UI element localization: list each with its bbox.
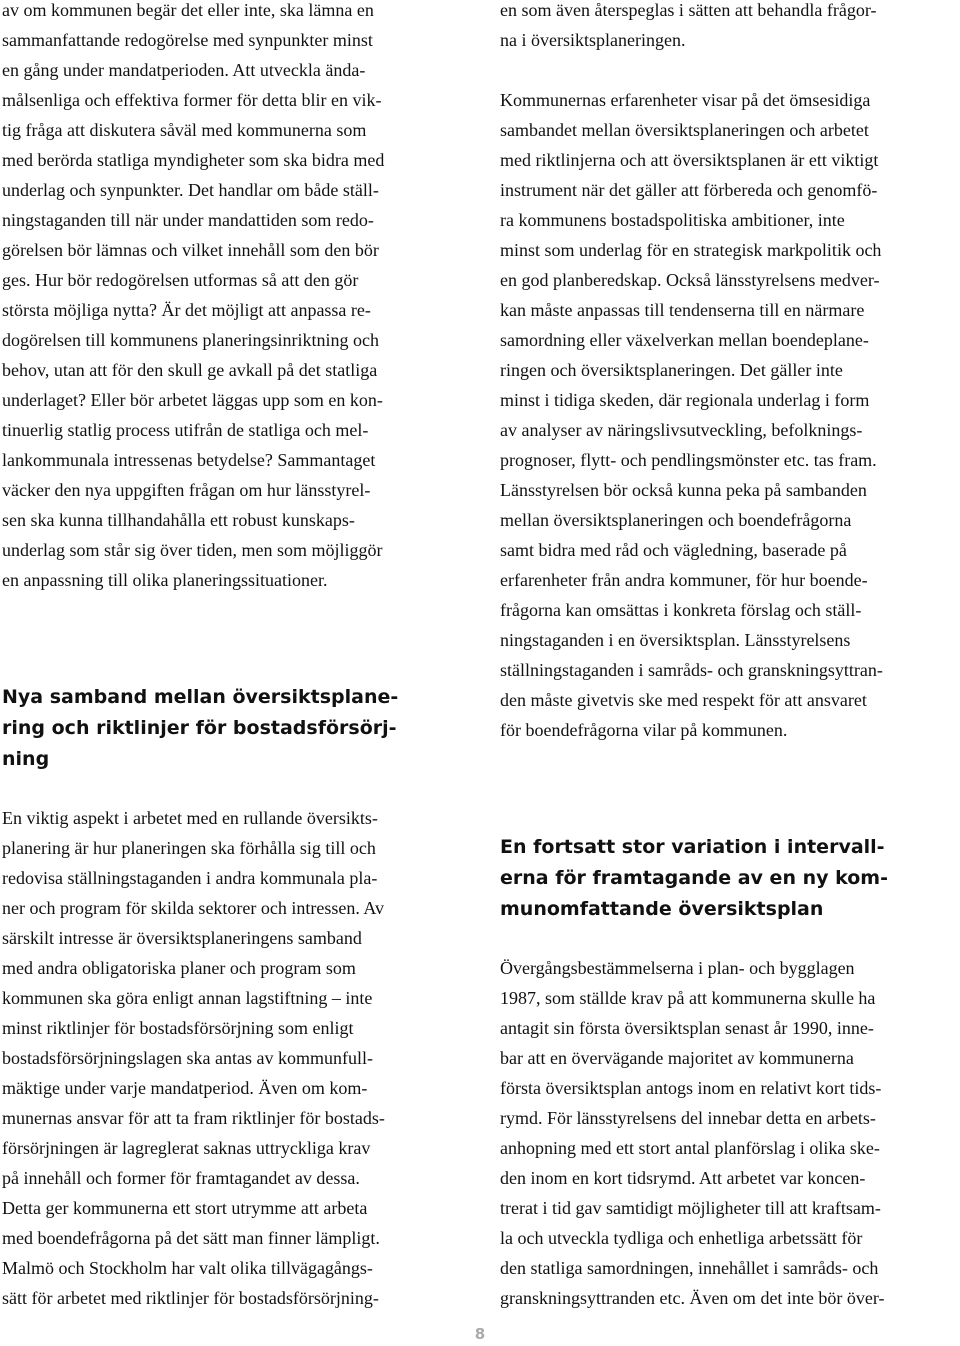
text-line: en gång under mandatperioden. Att utveckla ända-: [2, 60, 366, 80]
text-line: tinuerlig statlig process utifrån de statliga och mel-: [2, 420, 369, 440]
text-line: ningstaganden till när under mandattiden som redo-: [2, 210, 374, 230]
heading-line: munomfattande översiktsplan: [500, 898, 824, 920]
text-line: bostadsförsörjningslagen ska antas av kommunfull-: [2, 1048, 373, 1068]
text-line: Detta ger kommunerna ett stort utrymme att arbeta: [2, 1198, 368, 1218]
text-line: prognoser, flytt- och pendlingsmönster etc. tas fram.: [500, 450, 877, 470]
text-line: målsenliga och effektiva former för detta blir en vik-: [2, 90, 382, 110]
text-line: 1987, som ställde krav på att kommunerna skulle ha: [500, 988, 876, 1008]
text-line: med riktlinjerna och att översiktsplanen är ett viktigt: [500, 150, 879, 170]
text-line: väcker den nya uppgiften frågan om hur länsstyrel-: [2, 480, 371, 500]
text-line: kommunen ska göra enligt annan lagstiftning – inte: [2, 988, 373, 1008]
text-line: rymd. För länsstyrelsens del innebar detta en arbets-: [500, 1108, 876, 1128]
text-line: en som även återspeglas i sätten att behandla frågor-: [500, 0, 877, 20]
text-line: bar att en övervägande majoritet av kommunerna: [500, 1048, 854, 1068]
text-line: ställningstaganden i samråds- och granskningsyttran-: [500, 660, 883, 680]
text-line: samt bidra med råd och vägledning, baserade på: [500, 540, 847, 560]
text-line: med berörda statliga myndigheter som ska bidra med: [2, 150, 385, 170]
text-line: redovisa ställningstaganden i andra kommunala pla-: [2, 868, 378, 888]
text-line: la och utveckla tydliga och enhetliga arbetssätt för: [500, 1228, 863, 1248]
heading-line: En fortsatt stor variation i intervall-: [500, 836, 885, 858]
text-line: sätt för arbetet med riktlinjer för bostadsförsörjning-: [2, 1288, 379, 1308]
left-text-block-2: [2, 803, 464, 1313]
page-number: 8: [474, 1325, 486, 1343]
text-line: Kommunernas erfarenheter visar på det ömsesidiga: [500, 90, 871, 110]
text-line: första översiktsplan antogs inom en relativt kort tids-: [500, 1078, 882, 1098]
text-line: antagit sin första översiktsplan senast år 1990, inne-: [500, 1018, 874, 1038]
text-line: den måste givetvis ske med respekt för att ansvaret: [500, 690, 867, 710]
text-line: munernas ansvar för att ta fram riktlinjer för bostads-: [2, 1108, 385, 1128]
text-line: trerat i tid gav samtidigt möjligheter till att kraftsam-: [500, 1198, 881, 1218]
right-text-block-1: [500, 0, 960, 745]
text-line: för boendefrågorna vilar på kommunen.: [500, 720, 788, 740]
heading-line: erna för framtagande av en ny kom-: [500, 867, 888, 889]
paragraph: [2, 0, 464, 595]
text-line: underlag och synpunkter. Det handlar om både ställ-: [2, 180, 379, 200]
right-text-block-2: [500, 953, 960, 1313]
text-line: av analyser av näringslivsutveckling, befolknings-: [500, 420, 863, 440]
text-line: En viktig aspekt i arbetet med en rullande översikts-: [2, 808, 378, 828]
text-line: den inom en kort tidsrymd. Att arbetet var koncen-: [500, 1168, 866, 1188]
text-line: granskningsyttranden etc. Även om det inte bör över-: [500, 1288, 885, 1308]
paragraph: [500, 0, 960, 55]
text-line: mellan översiktsplaneringen och boendefrågorna: [500, 510, 852, 530]
text-line: underlag som står sig över tiden, men som möjliggör: [2, 540, 383, 560]
section-heading-nya-samband: [2, 682, 398, 775]
text-line: Malmö och Stockholm har valt olika tillvägagångs-: [2, 1258, 373, 1278]
paragraph: [500, 953, 960, 1313]
text-line: största möjliga nytta? Är det möjligt att anpassa re-: [2, 300, 371, 320]
text-line: ges. Hur bör redogörelsen utformas så att den gör: [2, 270, 359, 290]
text-line: sen ska kunna tillhandahålla ett robust kunskaps-: [2, 510, 355, 530]
text-line: minst som underlag för en strategisk markpolitik och: [500, 240, 882, 260]
text-line: minst riktlinjer för bostadsförsörjning som enligt: [2, 1018, 354, 1038]
text-line: frågorna kan omsättas i konkreta förslag och ställ-: [500, 600, 862, 620]
text-line: instrument när det gäller att förbereda och genomfö-: [500, 180, 878, 200]
text-line: görelsen bör lämnas och vilket innehåll som den bör: [2, 240, 379, 260]
text-line: med andra obligatoriska planer och program som: [2, 958, 356, 978]
text-line: lankommunala intressenas betydelse? Sammantaget: [2, 450, 376, 470]
paragraph: [2, 803, 464, 1313]
heading-line: Nya samband mellan översiktsplane-: [2, 686, 399, 708]
text-line: Övergångsbestämmelserna i plan- och bygglagen: [500, 958, 855, 978]
text-line: Länsstyrelsen bör också kunna peka på sambanden: [500, 480, 867, 500]
heading-line: ring och riktlinjer för bostadsförsörj-: [2, 717, 397, 739]
heading-line: ning: [2, 748, 50, 770]
text-line: dogörelsen till kommunens planeringsinriktning och: [2, 330, 379, 350]
paragraph-spacer: [500, 55, 960, 85]
text-line: på innehåll och former för framtagandet av dessa.: [2, 1168, 360, 1188]
text-line: mäktige under varje mandatperiod. Även om kom-: [2, 1078, 368, 1098]
paragraph: [500, 85, 960, 745]
section-heading-fortsatt-variation: [500, 832, 888, 925]
text-line: underlaget? Eller bör arbetet läggas upp som en kon-: [2, 390, 383, 410]
text-line: ra kommunens bostadspolitiska ambitioner, inte: [500, 210, 845, 230]
text-line: erfarenheter från andra kommuner, för hur boende-: [500, 570, 868, 590]
text-line: planering är hur planeringen ska förhålla sig till och: [2, 838, 376, 858]
text-line: sammanfattande redogörelse med synpunkter minst: [2, 30, 373, 50]
text-line: av om kommunen begär det eller inte, ska lämna en: [2, 0, 374, 20]
text-line: minst i tidiga skeden, där regionala underlag i form: [500, 390, 870, 410]
text-line: na i översiktsplaneringen.: [500, 30, 686, 50]
text-line: med boendefrågorna på det sätt man finner lämpligt.: [2, 1228, 380, 1248]
text-line: försörjningen är lagreglerat saknas uttryckliga krav: [2, 1138, 371, 1158]
text-line: samordning eller växelverkan mellan boendeplane-: [500, 330, 869, 350]
text-line: kan måste anpassas till tendenserna till en närmare: [500, 300, 865, 320]
text-line: behov, utan att för den skull ge avkall på det statliga: [2, 360, 378, 380]
text-line: ner och program för skilda sektorer och intressen. Av: [2, 898, 385, 918]
left-text-block-1: [2, 0, 464, 595]
text-line: sambandet mellan översiktsplaneringen och arbetet: [500, 120, 869, 140]
text-line: tig fråga att diskutera såväl med kommunerna som: [2, 120, 367, 140]
text-line: en anpassning till olika planeringssituationer.: [2, 570, 328, 590]
text-line: en god planberedskap. Också länsstyrelsens medver-: [500, 270, 880, 290]
text-line: den statliga samordningen, innehållet i samråds- och: [500, 1258, 879, 1278]
text-line: särskilt intresse är översiktsplaneringens samband: [2, 928, 362, 948]
text-line: ringen och översiktsplaneringen. Det gäller inte: [500, 360, 843, 380]
text-line: ningstaganden i en översiktsplan. Länsstyrelsens: [500, 630, 851, 650]
text-line: anhopning med ett stort antal planförslag i olika ske-: [500, 1138, 880, 1158]
